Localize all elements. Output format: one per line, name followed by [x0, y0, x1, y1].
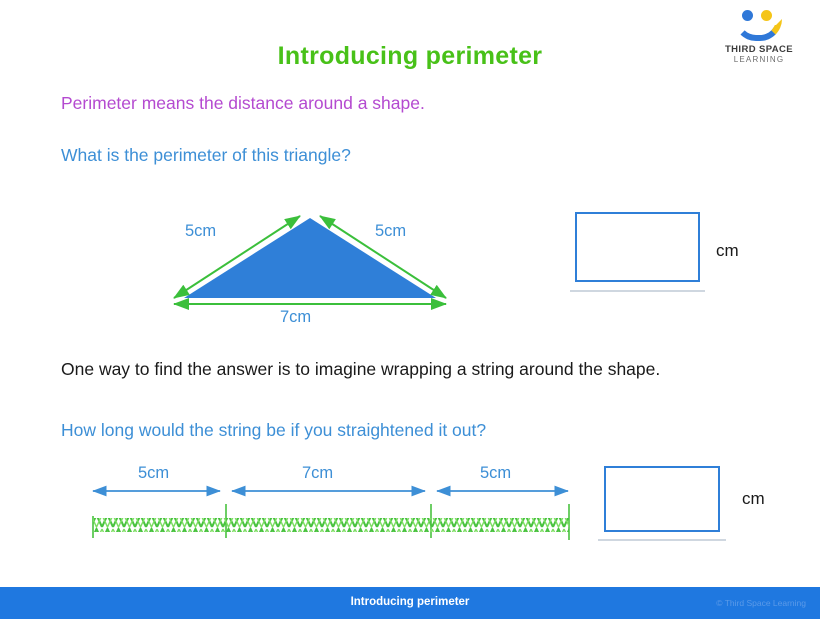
logo-mark-icon — [728, 10, 790, 42]
logo-text-secondary: LEARNING — [733, 55, 785, 64]
logo-arc-shape — [734, 19, 782, 41]
question-two-text: How long would the string be if you straightened it out? — [61, 420, 487, 440]
logo-dot-blue-icon — [742, 10, 753, 21]
answer-input-one[interactable] — [575, 212, 700, 282]
string-segment-one-label: 5cm — [138, 464, 170, 482]
triangle-diagram — [160, 200, 460, 340]
triangle-right-side-label: 5cm — [375, 222, 407, 240]
page-title: Introducing perimeter — [277, 42, 543, 70]
explanation-text: One way to find the answer is to imagine wrapping a string around the shape. — [61, 359, 661, 379]
logo-dot-yellow-icon — [761, 10, 772, 21]
logo-text-primary: THIRD SPACE — [724, 44, 794, 55]
definition-text: Perimeter means the distance around a shape. — [61, 93, 425, 113]
triangle-base-label: 7cm — [280, 308, 312, 326]
string-segment-three-label: 5cm — [480, 464, 512, 482]
string-segment-two-label: 7cm — [302, 464, 334, 482]
question-one-text: What is the perimeter of this triangle? — [61, 145, 351, 165]
answer-one-unit-label: cm — [716, 241, 739, 260]
footer-bar — [0, 587, 820, 619]
triangle-left-side-label: 5cm — [185, 222, 217, 240]
footer-title: Introducing perimeter — [350, 596, 470, 608]
answer-input-two[interactable] — [604, 466, 720, 532]
answer-two-underline — [598, 539, 726, 541]
answer-two-unit-label: cm — [742, 489, 765, 508]
footer-copyright: © Third Space Learning — [716, 598, 806, 608]
string-diagram — [80, 458, 580, 543]
answer-one-underline — [570, 290, 705, 292]
